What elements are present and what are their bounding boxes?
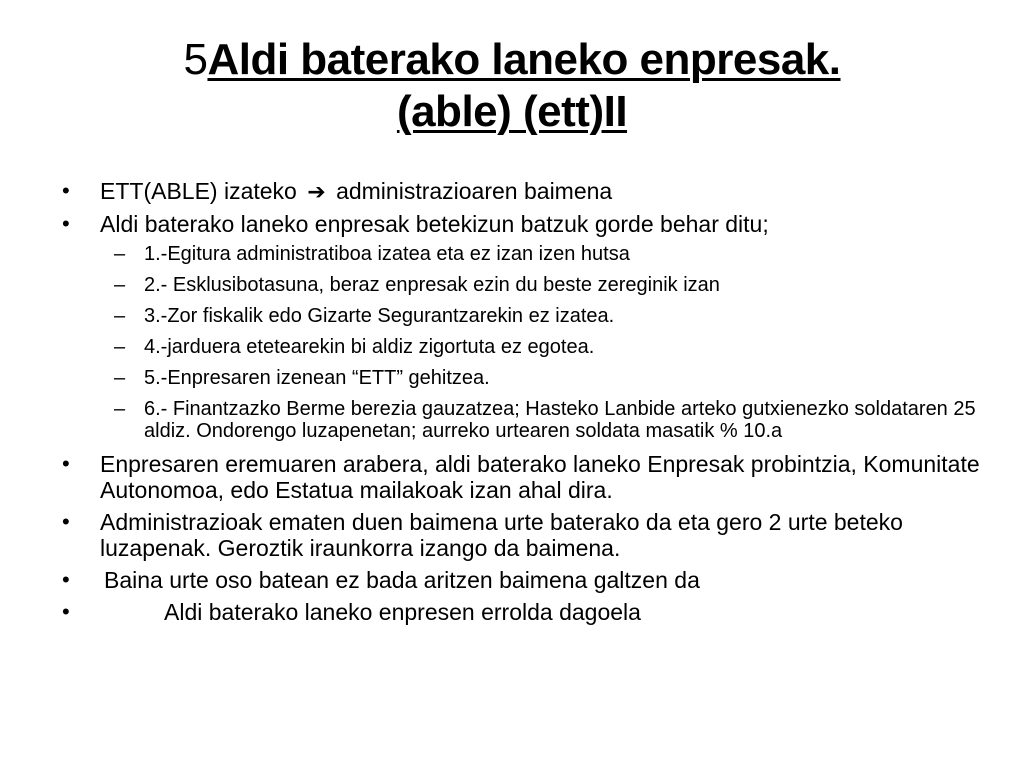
dash-marker: – — [114, 274, 126, 296]
dash-marker: – — [114, 367, 126, 389]
dash-marker: – — [114, 336, 126, 358]
slide-content — [60, 178, 980, 631]
bullet-marker: • — [62, 567, 70, 592]
sub-item-text: 3.-Zor fiskalik edo Gizarte Segurantzarekin ez izatea. — [144, 305, 615, 327]
dash-marker: – — [114, 243, 126, 265]
dash-marker: – — [114, 398, 126, 420]
bullet-list — [60, 178, 980, 625]
bullet-text: Administrazioak ematen duen baimena urte baterako da eta gero 2 urte beteko luzapenak. Geroztik iraunkorra izango da baimena. — [100, 509, 903, 561]
bullet-text-before: ETT(ABLE) izateko — [100, 178, 297, 204]
sub-item-3 — [100, 305, 980, 327]
bullet-text: Aldi baterako laneko enpresen errolda dagoela — [164, 599, 641, 625]
title-line-2: (able) (ett)II — [396, 87, 628, 136]
bullet-item-2 — [60, 211, 980, 442]
bullet-text: Aldi baterako laneko enpresak betekizun batzuk gorde behar ditu; — [100, 211, 769, 237]
bullet-marker: • — [62, 211, 70, 236]
bullet-marker: • — [62, 178, 70, 203]
sub-item-text: 4.-jarduera etetearekin bi aldiz zigortuta ez egotea. — [144, 336, 595, 358]
bullet-marker: • — [62, 451, 70, 476]
sub-item-4 — [100, 336, 980, 358]
slide-title — [40, 34, 984, 138]
sub-list — [100, 243, 980, 442]
sub-item-text: 5.-Enpresaren izenean “ETT” gehitzea. — [144, 367, 490, 389]
sub-item-2 — [100, 274, 980, 296]
sub-item-1 — [100, 243, 980, 265]
bullet-item-3 — [60, 451, 980, 503]
bullet-item-4 — [60, 509, 980, 561]
title-line-1: Aldi baterako laneko enpresak. — [207, 35, 841, 84]
bullet-item-6 — [60, 599, 980, 625]
bullet-text: Baina urte oso batean ez bada aritzen baimena galtzen da — [104, 567, 700, 593]
bullet-text-after: administrazioaren baimena — [336, 178, 613, 204]
sub-item-text: 1.-Egitura administratiboa izatea eta ez izan izen hutsa — [144, 243, 630, 265]
sub-item-text: 2.- Esklusibotasuna, beraz enpresak ezin du beste zereginik izan — [144, 274, 720, 296]
title-number: 5 — [183, 35, 208, 84]
bullet-text: Enpresaren eremuaren arabera, aldi baterako laneko Enpresak probintzia, Komunitate Autonomoa, edo Estatua mailakoak izan ahal dira. — [100, 451, 980, 503]
dash-marker: – — [114, 305, 126, 327]
bullet-marker: • — [62, 599, 70, 624]
sub-item-text: 6.- Finantzazko Berme berezia gauzatzea; Hasteko Lanbide arteko gutxienezko soldataren 25 aldiz. Ondorengo luzapenetan; aurreko urtearen soldata masatik % 10.a — [144, 398, 976, 442]
sub-item-5 — [100, 367, 980, 389]
bullet-marker: • — [62, 509, 70, 534]
arrow-right-icon: ➔ — [307, 179, 326, 204]
sub-item-6 — [100, 398, 980, 442]
bullet-item-5 — [60, 567, 980, 593]
bullet-item-1 — [60, 178, 980, 205]
